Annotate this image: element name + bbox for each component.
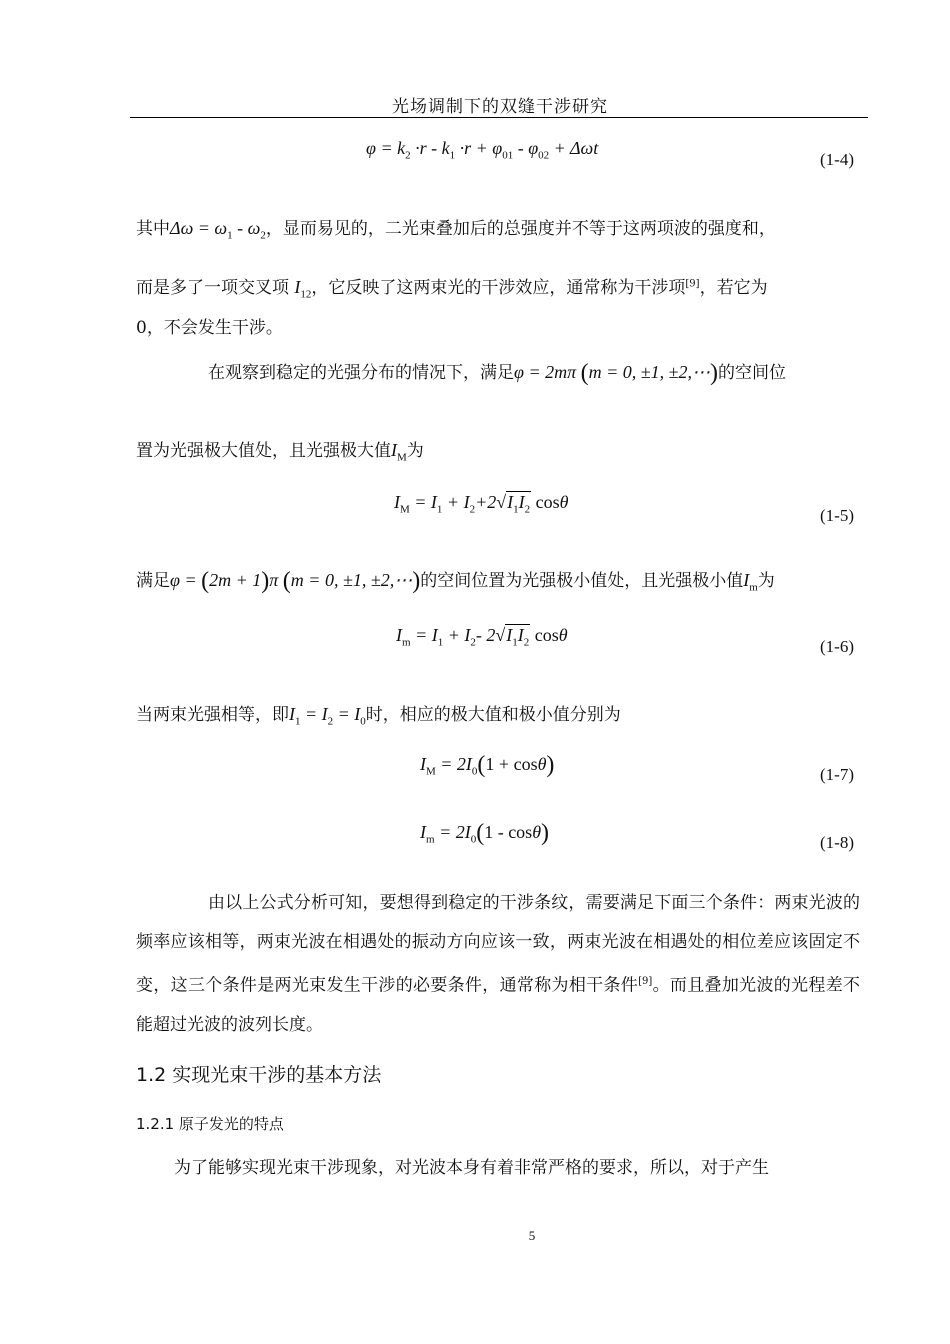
text-span: ，它反映了这两束光的干涉效应，通常称为干涉项 xyxy=(311,278,686,298)
subsection-heading: 1.2.1 原子发光的特点 xyxy=(136,1115,284,1133)
text-span: 的空间位 xyxy=(718,363,787,383)
text-span: 其中 xyxy=(136,219,170,239)
citation: [9] xyxy=(685,278,700,290)
section-heading: 1.2 实现光束干涉的基本方法 xyxy=(136,1064,382,1086)
equation-1-7: $I_M = 2I_0(1 + \cos\theta)$ xyxy=(420,752,555,778)
text-span: 为 xyxy=(406,441,424,461)
text-span: 时，相应的极大值和极小值分别为 xyxy=(365,705,621,725)
equation-1-5: $I_M = I_1 + I_2+2√I_1I_2$ cosθ xyxy=(394,492,569,516)
cross-term-symbol: $I_{12}$ xyxy=(294,277,312,301)
paragraph-line xyxy=(136,436,424,464)
min-condition-formula: φ = (2m + 1)π (m = 0, ±1, ±2,⋯) xyxy=(170,568,421,594)
text-span: 为 xyxy=(757,571,775,591)
running-header: 光场调制下的双缝干涉研究 xyxy=(392,97,608,117)
paragraph-line xyxy=(136,700,621,728)
equation-number-1-8: (1-8) xyxy=(820,833,854,852)
paragraph-line xyxy=(136,273,768,301)
max-intensity-symbol: $I_M$ xyxy=(391,440,407,464)
header-rule xyxy=(130,117,868,118)
equation-1-4: $\varphi = k_2 \cdot r - k_1 \cdot r + \varphi_{01} - \varphi_{02} + \Delta\omega t$ xyxy=(366,138,599,162)
text-span: 由以上公式分析可知，要想得到稳定的干涉条纹，需要满足下面三个条件：两束光波的频率应该相等，两束光波在相遇处的振动方向应该一致，两束光波在相遇处的相位差应该固定不变，这三个条件是两光束发生干涉的必要条件，通常称为相干条件 xyxy=(136,893,860,996)
text-span: 置为光强极大值处，且光强极大值 xyxy=(136,441,391,461)
min-intensity-symbol: $I_m$ xyxy=(743,570,758,594)
paragraph-line xyxy=(208,358,786,387)
paragraph-line xyxy=(136,566,775,595)
equation-number-1-4: (1-4) xyxy=(820,150,854,169)
text-span: 当两束光强相等，即 xyxy=(136,705,289,725)
text-span: 的空间位置为光强极小值处，且光强极小值 xyxy=(420,571,744,591)
equation-1-8: $I_m = 2I_0(1 - \cos\theta)$ xyxy=(420,820,550,846)
paragraph-line xyxy=(136,214,776,242)
max-condition-formula: φ = 2mπ (m = 0, ±1, ±2,⋯) xyxy=(514,360,719,386)
text-span: 满足 xyxy=(136,571,170,591)
conditions-paragraph xyxy=(136,884,860,1045)
equation-number-1-6: (1-6) xyxy=(820,637,854,656)
text-span: ，显而易见的，二光束叠加后的总强度并不等于这两项波的强度和， xyxy=(265,219,776,239)
text-span: ，若它为 xyxy=(699,278,768,298)
delta-omega-formula: $\Delta\omega = \omega_1 - \omega_2$ xyxy=(170,218,266,242)
equation-number-1-5: (1-5) xyxy=(820,506,854,525)
text-span: 而是多了一项交叉项 xyxy=(136,278,295,298)
text-span: 。而且叠加光波的光程差不能超过光波的波列长度。 xyxy=(136,975,861,1035)
equation-number-1-7: (1-7) xyxy=(820,765,854,784)
citation: [9] xyxy=(638,976,653,987)
paragraph-line: 0，不会发生干涉。 xyxy=(136,318,283,338)
text-span: 在观察到稳定的光强分布的情况下，满足 xyxy=(208,363,514,383)
equal-intensity-formula: $I_1 = I_2 = I_0$ xyxy=(289,704,366,728)
paragraph-line: 为了能够实现光束干涉现象，对光波本身有着非常严格的要求，所以，对于产生 xyxy=(174,1158,769,1178)
equation-1-6: $I_m = I_1 + I_2-$ $2√I_1I_2$ cosθ xyxy=(396,625,568,649)
page-number: 5 xyxy=(528,1228,536,1243)
